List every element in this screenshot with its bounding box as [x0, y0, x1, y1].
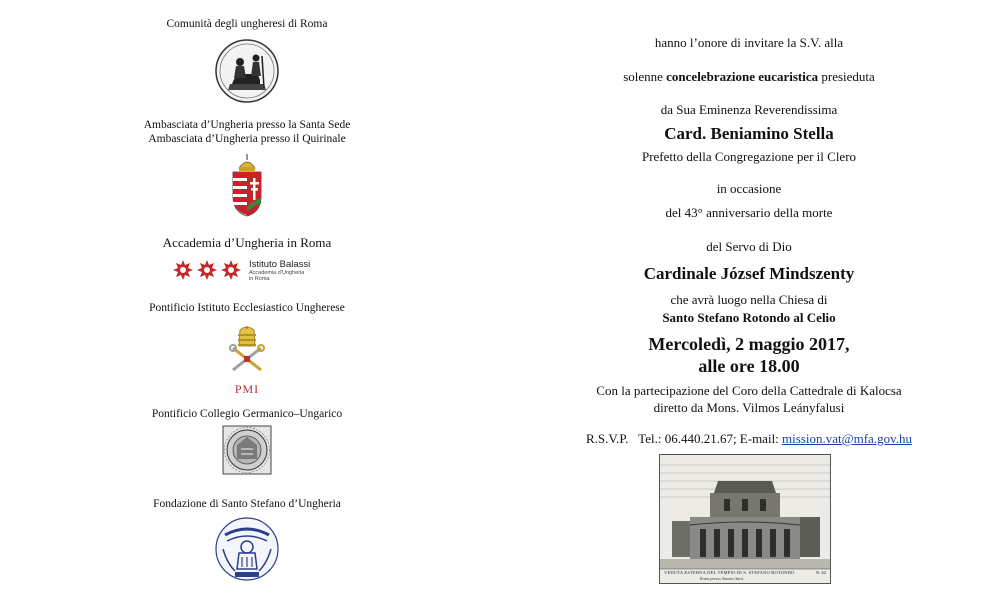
balassi-sub-line-2: in Roma: [249, 276, 270, 282]
org-accademia-ungheria: Accademia d’Ungheria in Roma: [162, 235, 332, 250]
pmi-label: PMI: [234, 382, 260, 396]
cardinal-name: Cardinale József Mindszenty: [643, 264, 855, 283]
org-collegio-germanico: Pontificio Collegio Germanico–Ungarico: [151, 408, 343, 420]
flight-to-egypt-seal-icon: [214, 38, 280, 104]
rotunda-church-illustration-icon: [660, 455, 830, 583]
invite-line-1: hanno l’onore di invitare la S.V. alla: [654, 35, 844, 50]
balassi-brand-text: Istituto Balassi: [249, 259, 311, 270]
event-date: Mercoledì, 2 maggio 2017,: [648, 334, 850, 354]
rsvp-contact: Tel.: 06.440.21.67; E-mail:: [638, 431, 783, 446]
invite-line-2: [623, 69, 875, 85]
papal-keys-tiara-icon: [225, 326, 269, 374]
servant-of-god-line: del Servo di Dio: [706, 239, 792, 254]
celebrant-title: Prefetto della Congregazione per il Clero: [641, 149, 857, 164]
invite-line-3: da Sua Eminenza Reverendissima: [660, 102, 838, 117]
choir-line: Con la partecipazione del Coro della Cattedrale di Kalocsa: [596, 383, 902, 398]
event-time: alle ore 18.00: [698, 356, 800, 376]
engraving-number: N. 62: [816, 570, 826, 575]
org-ambasciata-santa-sede: Ambasciata d’Ungheria presso la Santa Sede: [143, 119, 351, 131]
invite-line-2-pre: solenne: [623, 69, 667, 84]
rsvp-line: [586, 431, 912, 447]
org-fondazione-santo-stefano: Fondazione di Santo Stefano d’Ungheria: [153, 498, 341, 510]
concelebrazione-label: concelebrazione eucaristica: [666, 69, 819, 84]
occasion-line: in occasione: [716, 181, 782, 196]
engraving-caption: VEDUTA ESTERNA DEL TEMPIO DI S. STEFANO ROTONDO: [664, 570, 795, 575]
venue-intro: che avrà luogo nella Chiesa di: [670, 292, 828, 307]
engraving-credit: Roma presso Antonio Sarti.: [700, 576, 745, 581]
choir-director-line: diretto da Mons. Vilmos Leányfalusi: [653, 400, 845, 415]
invite-line-2-post: presieduta: [818, 69, 875, 84]
collegio-germanico-seal-icon: [222, 425, 272, 475]
fondazione-santo-stefano-seal-icon: [215, 517, 279, 581]
rsvp-label: R.S.V.P.: [586, 431, 629, 446]
balassi-sub-text: [249, 270, 304, 282]
santo-stefano-engraving: [659, 454, 831, 584]
org-pontificio-istituto: Pontificio Istituto Ecclesiastico Ungherese: [149, 302, 345, 314]
balassi-pattern-icon: [172, 259, 244, 281]
org-comunita-ungheresi: Comunità degli ungheresi di Roma: [166, 18, 328, 30]
balassi-sub-line-1: Accademia d’Ungheria: [249, 270, 305, 276]
left-column: [0, 0, 495, 597]
anniversary-line: del 43° anniversario della morte: [665, 205, 833, 220]
venue-name: Santo Stefano Rotondo al Celio: [662, 310, 836, 325]
celebrant-name: Card. Beniamino Stella: [664, 124, 834, 143]
email-link[interactable]: mission.vat@mfa.gov.hu: [782, 431, 912, 446]
hungarian-coat-of-arms-icon: [229, 154, 265, 218]
right-column: [495, 0, 1002, 597]
istituto-balassi-logo: [172, 257, 322, 285]
org-ambasciata-quirinale: Ambasciata d’Ungheria presso il Quirinale: [148, 133, 346, 145]
